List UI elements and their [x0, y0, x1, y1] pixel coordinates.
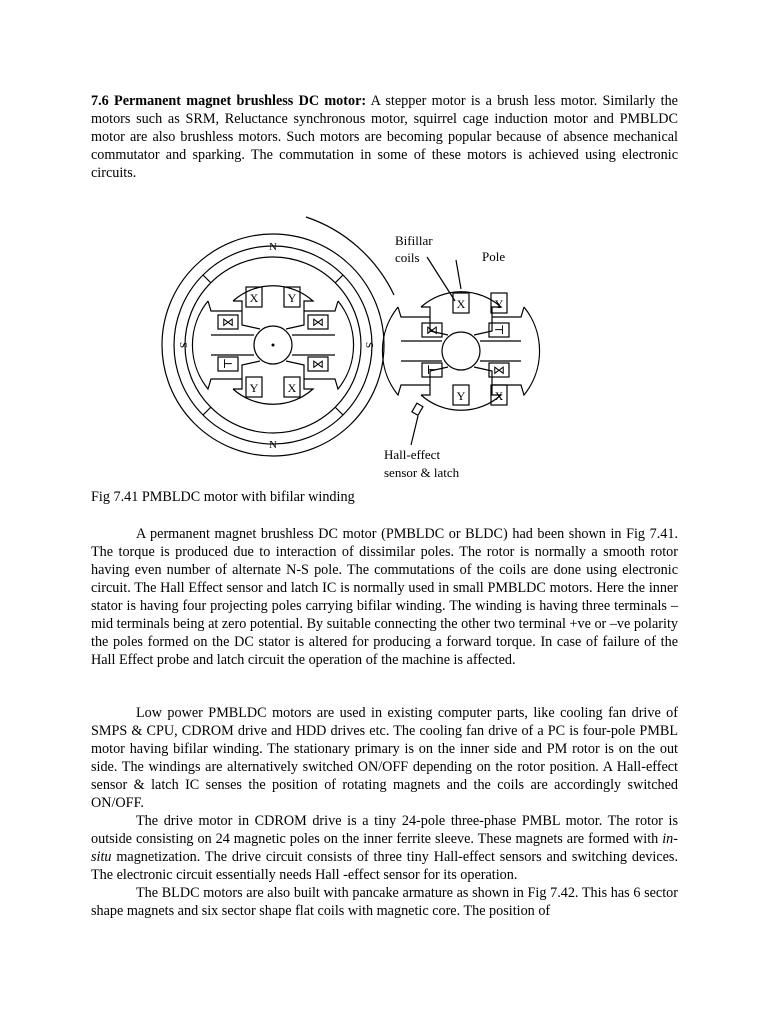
coil-x-top-left: X: [249, 291, 259, 305]
coil-y-right-top: Y: [494, 297, 504, 311]
hall-sensor: [412, 403, 423, 415]
figure-caption: Fig 7.41 PMBLDC motor with bifilar winding: [91, 489, 355, 505]
motor-diagram: [156, 205, 576, 485]
north-pole-top: N: [269, 241, 277, 253]
intro-text: A stepper motor is a brush less motor. Similarly the motors such as SRM, Reluctance synchronous motor, squirrel cage induction motor and PMBLDC motor are also brushless motors. Such motors are becoming popular because of absence mechanical commutator and sparking. The commutation in some of these motors is achieved using electronic circuits.: [91, 93, 678, 181]
paragraph-3-italic: in-situ: [91, 831, 678, 865]
hall-label-line2: sensor & latch: [384, 465, 460, 480]
coil-y-right-bottom: Y: [456, 389, 466, 403]
svg-text:⊢: ⊢: [222, 357, 234, 371]
south-pole-left: S: [177, 341, 189, 349]
coil-y-bottom-left: Y: [249, 381, 259, 395]
section-heading: 7.6 Permanent magnet brushless DC motor:: [91, 93, 367, 109]
paragraph-3-text-a: The drive motor in CDROM drive is a tiny 24-pole three-phase PMBL motor. The rotor is outside consisting on 24 magnetic poles on the inner ferrite sleeve. These magnets are formed with: [91, 813, 678, 847]
svg-text:⊢: ⊢: [426, 363, 438, 377]
hall-pointer: [411, 416, 418, 445]
north-pole-bottom: N: [269, 439, 277, 451]
svg-text:⋈: ⋈: [312, 357, 324, 371]
paragraph-1: A permanent magnet brushless DC motor (PMBLDC or BLDC) had been shown in Fig 7.41. The torque is produced due to interaction of dissimilar poles. The rotor is normally a smooth rotor having even number of alternate N-S pole. The commutations of the coils are done using electronic circuit. The Hall Effect sensor and latch IC is normally used in small PMBLDC motors. Here the inner stator is having four projecting poles carrying bifilar winding. The winding is having three terminals –mid terminals being at zero potential. By suitable connecting the other two terminal +ve or –ve polarity the poles formed on the DC stator is altered for producing a forward torque. In case of failure of the Hall Effect probe and latch circuit the operation of the machine is affected.: [91, 526, 678, 668]
motor-figure: [156, 205, 576, 485]
hall-label-line1: Hall-effect: [384, 447, 441, 462]
svg-text:⊣: ⊣: [493, 323, 505, 337]
svg-text:⋈: ⋈: [222, 315, 234, 329]
intro-paragraph: [91, 92, 678, 182]
pole-label: Pole: [482, 249, 506, 264]
south-pole-right: S: [363, 341, 375, 349]
coil-x-right-top: X: [456, 297, 466, 311]
bifillar-label-line2: coils: [395, 250, 420, 265]
bifillar-label-line1: Bifillar: [395, 233, 433, 248]
coil-x-right-bottom: X: [494, 389, 504, 403]
paragraph-4: The BLDC motors are also built with pancake armature as shown in Fig 7.42. This has 6 sector shape magnets and six sector shape flat coils with magnetic core. The position of: [91, 885, 678, 919]
paragraph-3-text-b: magnetization. The drive circuit consists of three tiny Hall-effect sensors and switching devices. The electronic circuit essentially needs Hall -effect sensor for its operation.: [91, 849, 678, 883]
coil-x-bottom-right: X: [287, 381, 297, 395]
svg-text:⋈: ⋈: [493, 363, 505, 377]
svg-text:⋈: ⋈: [426, 323, 438, 337]
paragraph-3: [91, 812, 678, 884]
coil-y-top-right: Y: [287, 291, 297, 305]
svg-text:⋈: ⋈: [312, 315, 324, 329]
paragraph-2: Low power PMBLDC motors are used in existing computer parts, like cooling fan drive of SMPS & CPU, CDROM drive and HDD drives etc. The cooling fan drive of a PC is four-pole PMBL motor having bifilar winding. The stationary primary is on the inner side and PM rotor is on the out side. The windings are alternatively switched ON/OFF depending on the rotor position. A Hall-effect sensor & latch IC senses the position of rotating magnets and the coils are accordingly switched ON/OFF.: [91, 705, 678, 811]
